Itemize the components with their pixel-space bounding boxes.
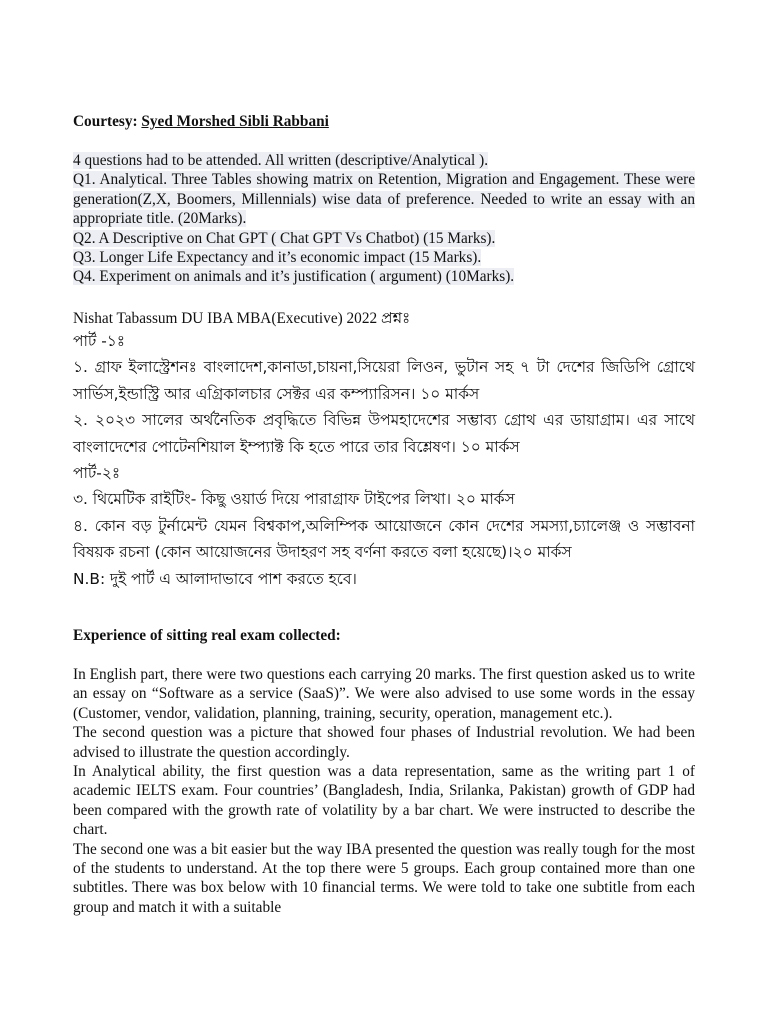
part-2-label: পার্ট-২ঃ bbox=[73, 464, 121, 483]
nishat-item-3: ৩. থিমেটিক রাইটিং- কিছু ওয়ার্ড দিয়ে পারাগ্রাফ টাইপের লিখা। ২০ মার্কস bbox=[73, 490, 515, 509]
part-1-label: পার্ট -১ঃ bbox=[73, 332, 125, 350]
courtesy-line bbox=[73, 112, 695, 131]
nishat-item-2: ২. ২০২৩ সালের অর্থনৈতিক প্রবৃদ্ধিতে বিভিন্ন উপমহাদেশের সম্ভাব্য গ্রোথ এর ডায়াগ্রাম। এর সাথে বাংলাদেশের পোটেনশিয়াল ইম্প্যাক্ট কি হতে পারে তার বিশ্লেষণ। ১০ মার্কস bbox=[73, 411, 695, 456]
courtesy-label: Courtesy: bbox=[73, 113, 142, 130]
courtesy-name: Syed Morshed Sibli Rabbani bbox=[141, 113, 329, 130]
nishat-item-4: ৪. কোন বড় টুর্নামেন্ট যেমন বিশ্বকাপ,অলিম্পিক আয়োজনে কোন দেশের সমস্যা,চ্যালেঞ্জ ও সম্ভাবনা বিষয়ক রচনা (কোন আয়োজনের উদাহরণ সহ বর্ণনা করতে বলা হয়েছে)।২০ মার্কস bbox=[73, 516, 695, 562]
nishat-note: N.B: দুই পার্ট এ আলাদাভাবে পাশ করতে হবে। bbox=[73, 569, 357, 588]
questions-intro: 4 questions had to be attended. All written (descriptive/Analytical ). bbox=[73, 152, 489, 169]
experience-paragraph-2: The second question was a picture that showed four phases of Industrial revolution. We had been advised to illustrate the question accordingly. bbox=[73, 724, 695, 761]
nishat-section bbox=[73, 328, 695, 592]
experience-heading: Experience of sitting real exam collected: bbox=[73, 627, 341, 644]
questions-block bbox=[73, 151, 695, 287]
question-2: Q2. A Descriptive on Chat GPT ( Chat GPT Vs Chatbot) (15 Marks). bbox=[73, 229, 496, 247]
experience-paragraph-1: In English part, there were two questions each carrying 20 marks. The first question asked us to write an essay on “Software as a service (SaaS)”. We were also advised to use some words in the essay (Customer, vendor, validation, planning, training, security, operation, management etc.). bbox=[73, 666, 695, 722]
nishat-item-1: ১. গ্রাফ ইলাস্ট্রেশনঃ বাংলাদেশ,কানাডা,চায়না,সিয়েরা লিওন, ভুটান সহ ৭ টা দেশের জিডিপি গ্রোথে সার্ভিস,ইন্ডাস্ট্রি আর এগ্রিকালচার সেক্টর এর কম্প্যারিসন। ১০ মার্কস bbox=[73, 358, 695, 403]
experience-section bbox=[73, 665, 695, 917]
question-3: Q3. Longer Life Expectancy and it’s economic impact (15 Marks). bbox=[73, 249, 482, 267]
experience-paragraph-3: In Analytical ability, the first question was a data representation, same as the writing part 1 of academic IELTS exam. Four countries’ (Bangladesh, India, Srilanka, Pakistan) growth of GDP had been compared with the growth rate of volatility by a bar chart. We were instructed to describe the chart. bbox=[73, 763, 695, 839]
question-1: Q1. Analytical. Three Tables showing matrix on Retention, Migration and Engagement. These were generation(Z,X, Boomers, Millennials) wise data of preference. Needed to write an essay with an appropriate title. (20Marks). bbox=[73, 171, 695, 228]
question-4: Q4. Experiment on animals and it’s justification ( argument) (10Marks). bbox=[73, 268, 515, 286]
nishat-heading: Nishat Tabassum DU IBA MBA(Executive) 2022 প্রশ্নঃ bbox=[73, 310, 411, 327]
experience-paragraph-4: The second one was a bit easier but the way IBA presented the question was really tough for the most of the students to understand. At the top there were 5 groups. Each group contained more than one subtitles. There was box below with 10 financial terms. We were told to take one subtitle from each group and match it with a suitable bbox=[73, 840, 695, 916]
